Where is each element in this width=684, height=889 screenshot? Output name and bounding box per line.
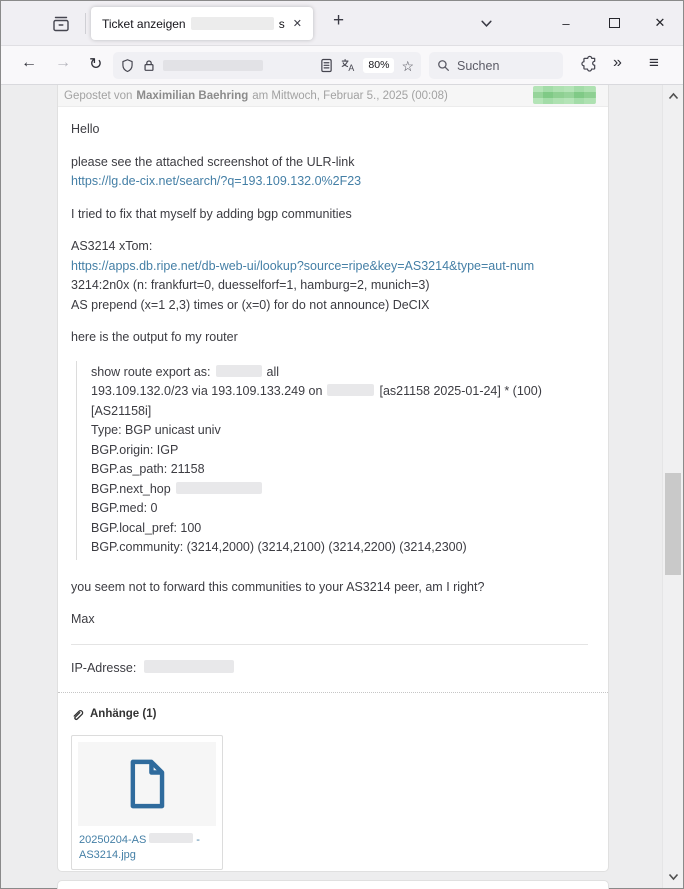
forward-button[interactable]: → (55, 54, 71, 71)
redacted-as-number (216, 365, 262, 377)
posted-date: am Mittwoch, Februar 5., 2025 (00:08) (252, 89, 448, 102)
maximize-icon (609, 18, 620, 28)
app-menu-button[interactable]: ≡ (649, 53, 659, 72)
scrollbar-thumb[interactable] (665, 473, 681, 575)
attachment-file-link[interactable]: 20250204-AS - AS3214.jpg (79, 833, 200, 861)
message-line-question: you seem not to forward this communities to your AS3214 peer, am I right? (71, 579, 485, 594)
message-line-greeting: Hello (71, 122, 100, 136)
router-output-line: [AS21158i] (91, 403, 152, 418)
message-header (58, 85, 608, 107)
message-line: AS prepend (x=1 2,3) times or (x=0) for do not announce) DeCIX (71, 297, 430, 312)
message-divider (71, 644, 588, 645)
message-line: AS3214 xTom: (71, 239, 153, 253)
router-output-line: BGP.as_path: 21158 (91, 462, 205, 476)
scroll-up-icon[interactable] (667, 90, 680, 103)
list-all-tabs-button[interactable] (475, 15, 498, 37)
attachment-card[interactable] (71, 735, 223, 870)
minimize-icon: – (562, 15, 570, 31)
tab-separator (85, 13, 86, 34)
chevron-down-icon (480, 17, 493, 30)
tab-title-redacted (191, 17, 274, 30)
message-body (58, 120, 608, 870)
router-output-line: BGP.local_pref: 100 (91, 520, 202, 535)
redacted-next-hop (176, 482, 262, 494)
new-tab-button[interactable]: + (333, 10, 345, 31)
router-output-line: BGP.next_hop (91, 480, 588, 500)
ticket-message-panel (57, 85, 609, 872)
overflow-menu-button[interactable]: » (613, 54, 621, 71)
url-bar[interactable] (113, 52, 421, 79)
status-badge-redacted (533, 86, 596, 104)
navigation-toolbar (1, 45, 683, 85)
file-document-icon (124, 756, 170, 812)
router-output-block (76, 361, 588, 560)
router-output-line: BGP.origin: IGP (91, 442, 179, 457)
reader-mode-icon[interactable] (320, 58, 333, 73)
attachments-label: Anhänge (1) (90, 708, 157, 720)
search-bar[interactable] (429, 52, 563, 79)
search-icon (437, 59, 450, 72)
attachment-thumbnail[interactable] (78, 742, 216, 826)
router-output-line: 193.109.132.0/23 via 193.109.133.249 on [as21158 2025-01-24] * (100) (91, 384, 542, 398)
page-viewport (1, 85, 683, 888)
message-line: 3214:2n0x (n: frankfurt=0, duesselforf=1, hamburg=2, munich=3) (71, 278, 430, 292)
maximize-button[interactable] (597, 9, 631, 37)
router-output-line: BGP.community: (3214,2000) (3214,2100) (3214,2200) (3214,2300) (91, 540, 467, 554)
minimize-button[interactable] (549, 9, 583, 37)
tab-ticket-anzeigen[interactable] (91, 7, 313, 40)
message-line: please see the attached screenshot of the ULR-link (71, 154, 355, 169)
ip-address-label: IP-Adresse: (71, 660, 137, 675)
search-input[interactable] (457, 59, 547, 73)
author-name: Maximilian Baehring (136, 89, 249, 102)
ip-address-row (71, 659, 588, 679)
attachments-section (58, 692, 608, 870)
ripe-lookup-link[interactable]: https://apps.db.ripe.net/db-web-ui/lookup?source=ripe&key=AS3214&type=aut-num (71, 258, 535, 273)
firefox-view-button[interactable] (45, 8, 77, 39)
posted-by-prefix: Gepostet von (64, 89, 133, 102)
page-scrollbar[interactable] (662, 85, 683, 888)
message-line: I tried to fix that myself by adding bgp communities (71, 206, 352, 221)
attachments-header (71, 705, 588, 725)
reload-button[interactable]: ↻ (89, 56, 103, 73)
shield-icon[interactable] (120, 58, 135, 74)
scroll-down-icon[interactable] (667, 870, 680, 883)
translate-icon[interactable] (340, 58, 356, 73)
tab-title: Ticket anzeigen (102, 16, 186, 31)
redacted-filename-part (149, 833, 193, 843)
message-line: here is the output fo my router (71, 330, 238, 344)
extensions-puzzle-icon (579, 55, 598, 74)
extensions-button[interactable] (579, 55, 598, 79)
router-output-line: Type: BGP unicast univ (91, 423, 221, 437)
back-button[interactable]: ← (21, 54, 37, 71)
tab-bar (1, 1, 683, 45)
window-close-icon: ✕ (654, 15, 666, 30)
tab-title-suffix: s (278, 16, 285, 31)
router-output-line: show route export as: all (91, 364, 280, 379)
next-message-panel (57, 880, 609, 889)
window-close-button[interactable] (643, 9, 677, 37)
router-output-line: BGP.med: 0 (91, 501, 158, 515)
paperclip-icon (71, 708, 84, 721)
url-text-redacted (163, 60, 263, 71)
de-cix-link[interactable]: https://lg.de-cix.net/search/?q=193.109.132.0%2F23 (71, 174, 362, 188)
svg-text:A: A (348, 63, 355, 73)
bookmark-star-icon[interactable]: ☆ (401, 57, 414, 74)
redacted-interface (327, 384, 374, 396)
redacted-ip-address (144, 660, 234, 673)
lock-icon[interactable] (142, 58, 156, 73)
tab-close-icon[interactable]: ✕ (292, 18, 302, 30)
message-signature: Max (71, 612, 95, 626)
firefox-view-icon (51, 14, 71, 34)
zoom-level-indicator[interactable]: 80% (363, 58, 394, 73)
